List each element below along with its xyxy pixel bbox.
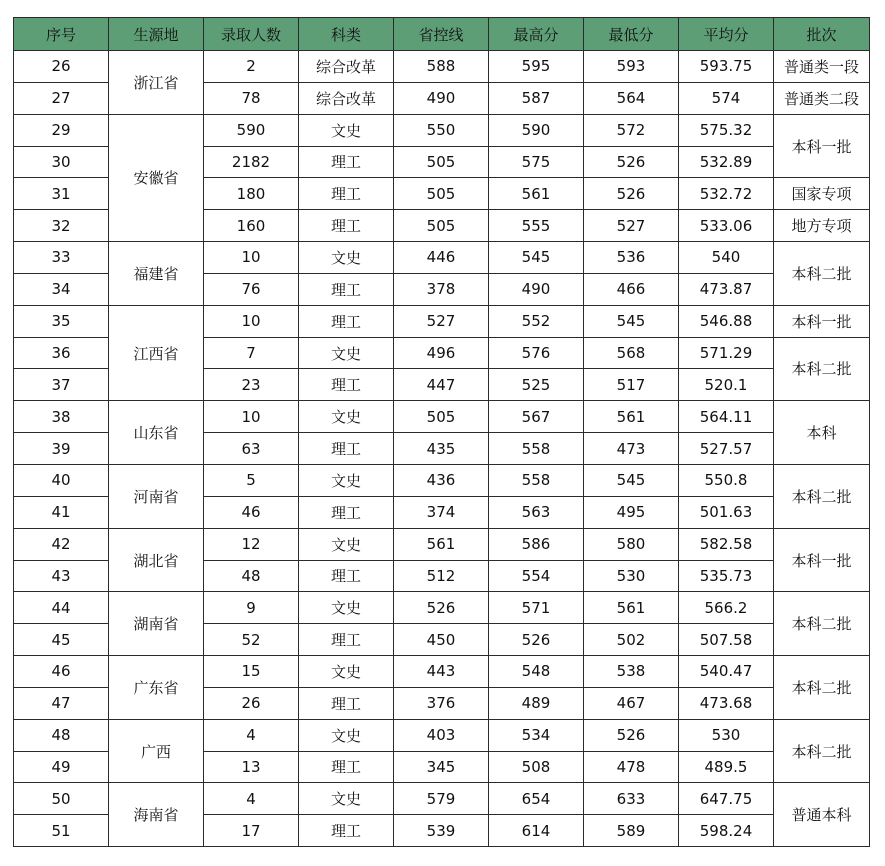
- cell-no: 26: [14, 51, 109, 83]
- cell-avg: 593.75: [679, 51, 774, 83]
- cell-avg: 473.68: [679, 687, 774, 719]
- cell-avg: 647.75: [679, 783, 774, 815]
- cell-province: 安徽省: [109, 114, 204, 241]
- cell-avg: 571.29: [679, 337, 774, 369]
- cell-no: 29: [14, 114, 109, 146]
- cell-subject: 理工: [299, 210, 394, 242]
- cell-count: 13: [204, 751, 299, 783]
- table-row: [14, 656, 870, 688]
- cell-min: 589: [584, 815, 679, 847]
- cell-min: 536: [584, 242, 679, 274]
- cell-avg: 489.5: [679, 751, 774, 783]
- cell-avg: 530: [679, 719, 774, 751]
- cell-subject: 文史: [299, 114, 394, 146]
- cell-max: 563: [489, 496, 584, 528]
- cell-avg: 535.73: [679, 560, 774, 592]
- cell-control: 450: [394, 624, 489, 656]
- cell-count: 180: [204, 178, 299, 210]
- cell-control: 374: [394, 496, 489, 528]
- cell-control: 561: [394, 528, 489, 560]
- cell-control: 526: [394, 592, 489, 624]
- admission-table: [13, 17, 870, 847]
- cell-min: 545: [584, 305, 679, 337]
- table-row: [14, 528, 870, 560]
- cell-count: 2: [204, 51, 299, 83]
- table-row: [14, 401, 870, 433]
- header-cell-province: 生源地: [109, 18, 204, 51]
- cell-no: 46: [14, 656, 109, 688]
- cell-min: 527: [584, 210, 679, 242]
- cell-no: 27: [14, 82, 109, 114]
- cell-count: 4: [204, 719, 299, 751]
- cell-control: 403: [394, 719, 489, 751]
- cell-max: 548: [489, 656, 584, 688]
- cell-count: 10: [204, 305, 299, 337]
- cell-min: 495: [584, 496, 679, 528]
- cell-no: 50: [14, 783, 109, 815]
- cell-subject: 理工: [299, 815, 394, 847]
- cell-count: 52: [204, 624, 299, 656]
- cell-max: 558: [489, 464, 584, 496]
- cell-province: 山东省: [109, 401, 204, 465]
- cell-no: 35: [14, 305, 109, 337]
- cell-subject: 综合改革: [299, 82, 394, 114]
- cell-min: 538: [584, 656, 679, 688]
- cell-min: 561: [584, 401, 679, 433]
- cell-avg: 598.24: [679, 815, 774, 847]
- table-row: [14, 592, 870, 624]
- cell-control: 505: [394, 146, 489, 178]
- table-row: [14, 783, 870, 815]
- cell-min: 517: [584, 369, 679, 401]
- cell-max: 595: [489, 51, 584, 83]
- cell-subject: 文史: [299, 528, 394, 560]
- table-row: [14, 719, 870, 751]
- cell-count: 2182: [204, 146, 299, 178]
- cell-min: 467: [584, 687, 679, 719]
- cell-no: 30: [14, 146, 109, 178]
- cell-count: 590: [204, 114, 299, 146]
- cell-no: 32: [14, 210, 109, 242]
- cell-avg: 550.8: [679, 464, 774, 496]
- cell-max: 526: [489, 624, 584, 656]
- cell-count: 63: [204, 433, 299, 465]
- cell-max: 654: [489, 783, 584, 815]
- cell-control: 435: [394, 433, 489, 465]
- cell-subject: 理工: [299, 560, 394, 592]
- cell-subject: 理工: [299, 305, 394, 337]
- header-cell-max-score: 最高分: [489, 18, 584, 51]
- cell-no: 47: [14, 687, 109, 719]
- cell-avg: 507.58: [679, 624, 774, 656]
- cell-control: 443: [394, 656, 489, 688]
- cell-subject: 理工: [299, 624, 394, 656]
- cell-max: 586: [489, 528, 584, 560]
- header-cell-no: 序号: [14, 18, 109, 51]
- table-row: [14, 305, 870, 337]
- cell-control: 376: [394, 687, 489, 719]
- cell-count: 15: [204, 656, 299, 688]
- cell-count: 46: [204, 496, 299, 528]
- cell-avg: 527.57: [679, 433, 774, 465]
- cell-no: 51: [14, 815, 109, 847]
- cell-subject: 文史: [299, 464, 394, 496]
- cell-max: 555: [489, 210, 584, 242]
- cell-no: 31: [14, 178, 109, 210]
- header-row: [14, 18, 870, 51]
- cell-subject: 综合改革: [299, 51, 394, 83]
- table-row: [14, 51, 870, 83]
- cell-max: 558: [489, 433, 584, 465]
- cell-max: 590: [489, 114, 584, 146]
- cell-max: 575: [489, 146, 584, 178]
- cell-province: 湖南省: [109, 592, 204, 656]
- cell-control: 447: [394, 369, 489, 401]
- cell-batch: 本科一批: [774, 114, 870, 178]
- cell-subject: 理工: [299, 496, 394, 528]
- cell-avg: 473.87: [679, 273, 774, 305]
- cell-subject: 文史: [299, 242, 394, 274]
- cell-no: 45: [14, 624, 109, 656]
- cell-min: 545: [584, 464, 679, 496]
- header-cell-count: 录取人数: [204, 18, 299, 51]
- cell-control: 505: [394, 401, 489, 433]
- cell-count: 48: [204, 560, 299, 592]
- cell-avg: 575.32: [679, 114, 774, 146]
- cell-no: 43: [14, 560, 109, 592]
- cell-subject: 理工: [299, 146, 394, 178]
- cell-batch: 普通类二段: [774, 82, 870, 114]
- cell-batch: 本科一批: [774, 528, 870, 592]
- cell-province: 广西: [109, 719, 204, 783]
- cell-batch: 本科二批: [774, 592, 870, 656]
- header-cell-min-score: 最低分: [584, 18, 679, 51]
- cell-batch: 本科: [774, 401, 870, 465]
- cell-min: 580: [584, 528, 679, 560]
- cell-batch: 普通类一段: [774, 51, 870, 83]
- cell-avg: 501.63: [679, 496, 774, 528]
- cell-no: 44: [14, 592, 109, 624]
- cell-province: 海南省: [109, 783, 204, 847]
- cell-subject: 文史: [299, 783, 394, 815]
- cell-control: 505: [394, 178, 489, 210]
- cell-count: 10: [204, 242, 299, 274]
- cell-control: 579: [394, 783, 489, 815]
- cell-max: 489: [489, 687, 584, 719]
- cell-no: 37: [14, 369, 109, 401]
- cell-batch: 地方专项: [774, 210, 870, 242]
- cell-no: 42: [14, 528, 109, 560]
- cell-count: 4: [204, 783, 299, 815]
- cell-province: 福建省: [109, 242, 204, 306]
- cell-avg: 574: [679, 82, 774, 114]
- cell-no: 33: [14, 242, 109, 274]
- cell-subject: 理工: [299, 433, 394, 465]
- cell-batch: 本科二批: [774, 656, 870, 720]
- table-row: [14, 114, 870, 146]
- cell-province: 湖北省: [109, 528, 204, 592]
- cell-avg: 566.2: [679, 592, 774, 624]
- cell-min: 526: [584, 719, 679, 751]
- cell-avg: 564.11: [679, 401, 774, 433]
- cell-min: 633: [584, 783, 679, 815]
- cell-control: 512: [394, 560, 489, 592]
- cell-min: 466: [584, 273, 679, 305]
- table-body: [14, 51, 870, 847]
- cell-control: 496: [394, 337, 489, 369]
- cell-max: 508: [489, 751, 584, 783]
- cell-province: 河南省: [109, 464, 204, 528]
- cell-province: 江西省: [109, 305, 204, 401]
- cell-min: 526: [584, 146, 679, 178]
- cell-count: 12: [204, 528, 299, 560]
- cell-avg: 582.58: [679, 528, 774, 560]
- header-cell-subject: 科类: [299, 18, 394, 51]
- cell-min: 568: [584, 337, 679, 369]
- cell-max: 567: [489, 401, 584, 433]
- cell-min: 473: [584, 433, 679, 465]
- cell-min: 502: [584, 624, 679, 656]
- cell-batch: 本科二批: [774, 337, 870, 401]
- cell-batch: 普通本科: [774, 783, 870, 847]
- cell-batch: 本科二批: [774, 464, 870, 528]
- table-row: [14, 464, 870, 496]
- cell-batch: 本科二批: [774, 242, 870, 306]
- header-cell-avg-score: 平均分: [679, 18, 774, 51]
- cell-subject: 文史: [299, 592, 394, 624]
- cell-max: 571: [489, 592, 584, 624]
- cell-batch: 国家专项: [774, 178, 870, 210]
- cell-max: 561: [489, 178, 584, 210]
- cell-no: 39: [14, 433, 109, 465]
- cell-control: 550: [394, 114, 489, 146]
- cell-max: 545: [489, 242, 584, 274]
- cell-subject: 理工: [299, 751, 394, 783]
- cell-no: 48: [14, 719, 109, 751]
- cell-avg: 533.06: [679, 210, 774, 242]
- cell-count: 160: [204, 210, 299, 242]
- cell-control: 436: [394, 464, 489, 496]
- cell-control: 527: [394, 305, 489, 337]
- cell-min: 593: [584, 51, 679, 83]
- table-row: [14, 242, 870, 274]
- cell-count: 26: [204, 687, 299, 719]
- cell-control: 490: [394, 82, 489, 114]
- cell-max: 554: [489, 560, 584, 592]
- cell-subject: 文史: [299, 401, 394, 433]
- cell-province: 浙江省: [109, 51, 204, 115]
- cell-max: 534: [489, 719, 584, 751]
- cell-count: 78: [204, 82, 299, 114]
- cell-max: 552: [489, 305, 584, 337]
- cell-subject: 理工: [299, 273, 394, 305]
- cell-no: 36: [14, 337, 109, 369]
- cell-max: 587: [489, 82, 584, 114]
- cell-no: 41: [14, 496, 109, 528]
- header-cell-control-line: 省控线: [394, 18, 489, 51]
- cell-count: 17: [204, 815, 299, 847]
- cell-min: 561: [584, 592, 679, 624]
- cell-count: 5: [204, 464, 299, 496]
- cell-count: 23: [204, 369, 299, 401]
- cell-subject: 理工: [299, 369, 394, 401]
- cell-avg: 532.72: [679, 178, 774, 210]
- cell-no: 49: [14, 751, 109, 783]
- cell-batch: 本科二批: [774, 719, 870, 783]
- cell-subject: 文史: [299, 656, 394, 688]
- cell-count: 9: [204, 592, 299, 624]
- cell-subject: 理工: [299, 178, 394, 210]
- cell-min: 530: [584, 560, 679, 592]
- cell-max: 614: [489, 815, 584, 847]
- cell-avg: 540.47: [679, 656, 774, 688]
- cell-province: 广东省: [109, 656, 204, 720]
- cell-max: 576: [489, 337, 584, 369]
- cell-count: 76: [204, 273, 299, 305]
- cell-count: 10: [204, 401, 299, 433]
- cell-control: 345: [394, 751, 489, 783]
- cell-control: 505: [394, 210, 489, 242]
- cell-no: 38: [14, 401, 109, 433]
- cell-control: 588: [394, 51, 489, 83]
- cell-count: 7: [204, 337, 299, 369]
- cell-no: 40: [14, 464, 109, 496]
- cell-subject: 文史: [299, 337, 394, 369]
- cell-min: 564: [584, 82, 679, 114]
- cell-control: 539: [394, 815, 489, 847]
- header-cell-batch: 批次: [774, 18, 870, 51]
- cell-min: 572: [584, 114, 679, 146]
- cell-max: 525: [489, 369, 584, 401]
- cell-min: 526: [584, 178, 679, 210]
- cell-subject: 文史: [299, 719, 394, 751]
- cell-avg: 532.89: [679, 146, 774, 178]
- cell-control: 378: [394, 273, 489, 305]
- cell-batch: 本科一批: [774, 305, 870, 337]
- cell-no: 34: [14, 273, 109, 305]
- cell-min: 478: [584, 751, 679, 783]
- cell-subject: 理工: [299, 687, 394, 719]
- cell-control: 446: [394, 242, 489, 274]
- cell-max: 490: [489, 273, 584, 305]
- cell-avg: 540: [679, 242, 774, 274]
- cell-avg: 546.88: [679, 305, 774, 337]
- cell-avg: 520.1: [679, 369, 774, 401]
